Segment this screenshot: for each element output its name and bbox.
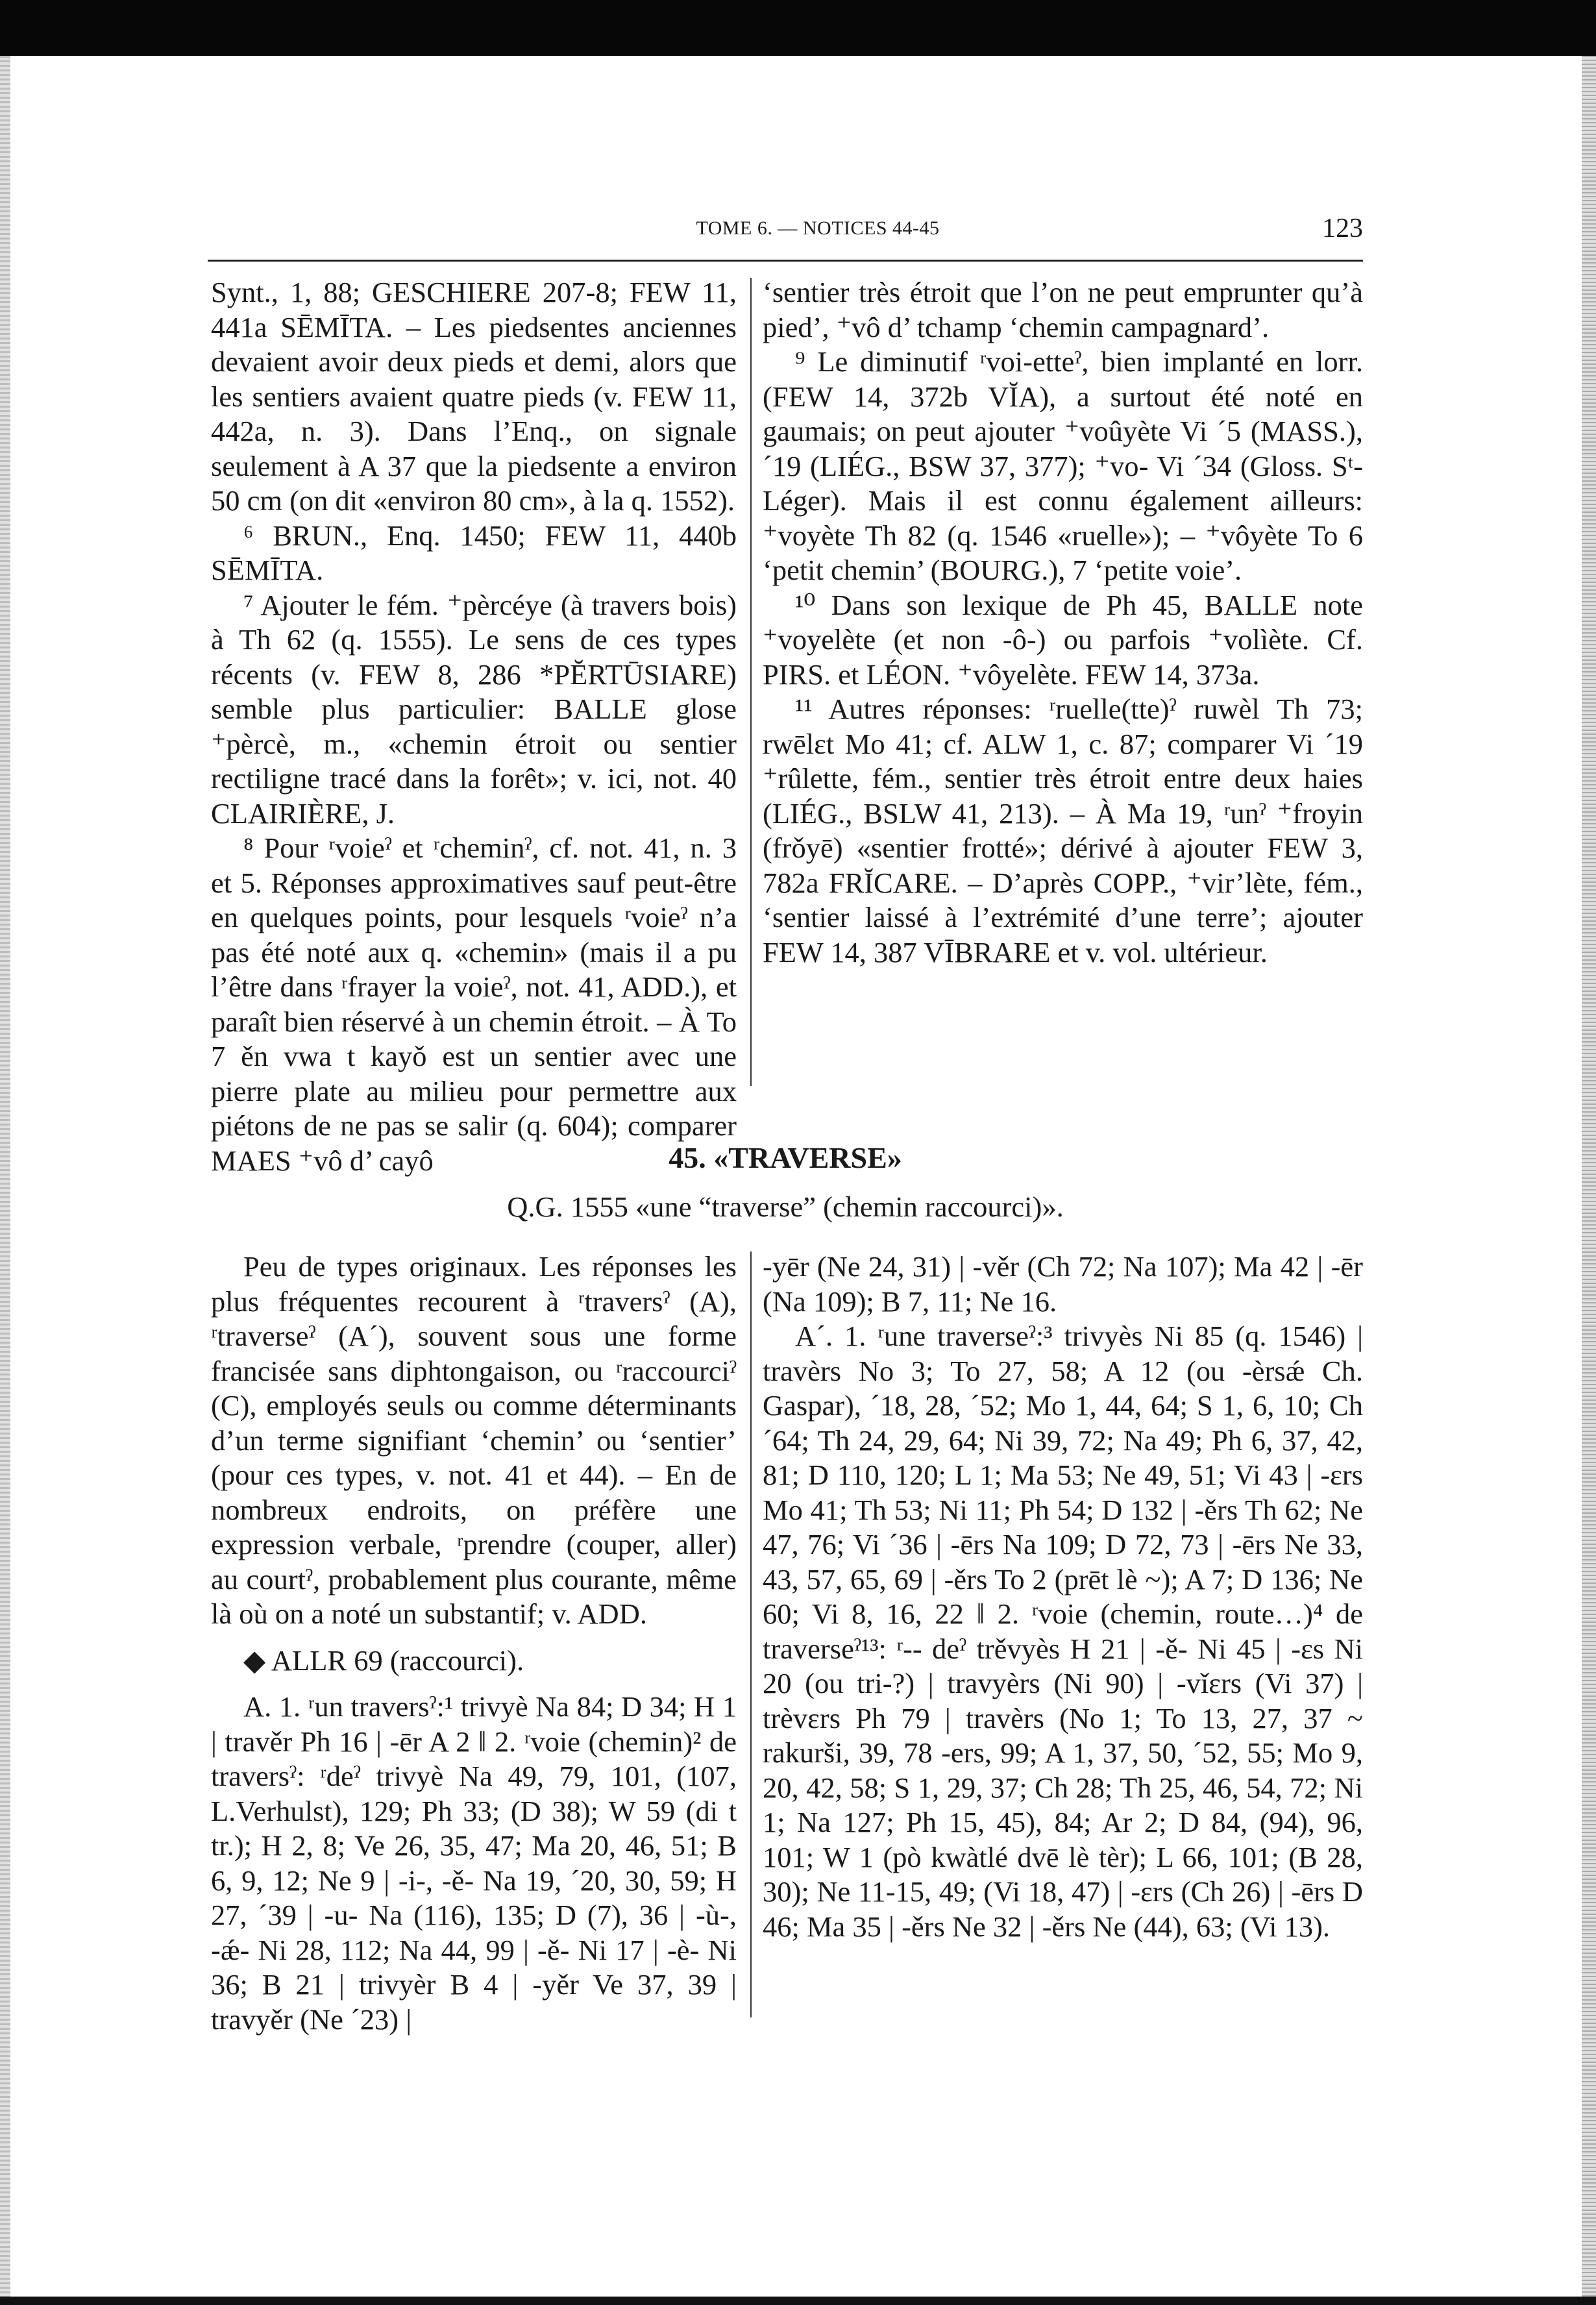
column-divider: [750, 278, 752, 1086]
page-number: 123: [1322, 214, 1363, 243]
type-a-continuation: -yēr (Ne 24, 31) | -věr (Ch 72; Na 107); Ma 42 | -ēr (Na 109); B 7, 11; Ne 16.: [763, 1250, 1363, 1318]
scanner-bottom-border: [0, 2297, 1596, 2305]
footnote-10: ¹⁰ Dans son lexique de Ph 45, BALLE note ⁺voyelète (et non -ô-) ou parfois ⁺volìète. Cf. PIRS. et LÉON. ⁺vôyelète. FEW 14, 373a.: [763, 588, 1363, 691]
footnote-8-continuation: ‘sentier très étroit que l’on ne peut emprunter qu’à pied’, ⁺vô d’ tchamp ‘chemin campagnard’.: [763, 276, 1363, 343]
footnote-8: ⁸ Pour ʳvoieˀ et ʳcheminˀ, cf. not. 41, n. 3 et 5. Réponses approximatives sauf peut-être en quelques points, pour lesquels ʳvoieˀ n’a pas été noté aux q. «chemin» (mais il a pu l’être dans ʳfrayer la voieˀ, not. 41, ADD.), et paraît bien réservé à un chemin étroit. – À To 7 ěn vwa t kayǒ est un sentier avec une pierre plate au milieu pour permettre aux piétons de ne pas se salir (q. 604); comparer MAES ⁺vô d’ cayô: [211, 832, 737, 1177]
allr-reference: ◆ ALLR 69 (raccourci).: [243, 1644, 524, 1677]
body-left-column: [211, 1250, 737, 2037]
column-divider: [750, 1251, 752, 2017]
body-right-column: [763, 1250, 1363, 1944]
type-a-paragraph: A. 1. ʳun traversˀ:¹ trivyè Na 84; D 34; H 1 | travěr Ph 16 | -ēr A 2 ‖ 2. ʳvoie (chemin)² de traversˀ: ʳdeˀ trivyè Na 49, 79, 101, (107, L.Verhulst), 129; Ph 33; (D 38); W 59 (di t tr.); H 2, 8; Ve 26, 35, 47; Ma 20, 46, 51; B 6, 9, 12; Ne 9 | -i-, -ě- Na 19, ´20, 30, 59; H 27, ´39 | -u- Na (116), 135; D (7), 36 | -ù-, -ǽ- Ni 28, 112; Na 44, 99 | -ě- Ni 17 | -è- Ni 36; B 21 | trivyèr B 4 | -yěr Ve 37, 39 | travyěr (Ne ´23) |: [211, 1690, 737, 2036]
footnotes-right-column: [763, 275, 1363, 970]
scanner-top-border: [0, 0, 1596, 56]
section-title: 45. «TRAVERSE»: [669, 1141, 902, 1174]
footnote-11: ¹¹ Autres réponses: ʳruelle(tte)ˀ ruwèl Th 73; rwēlɛt Mo 41; cf. ALW 1, c. 87; comparer Vi ´19 ⁺rûlette, fém., sentier très étroit entre deux haies (LIÉG., BSLW 41, 213). – À Ma 19, ʳunˀ ⁺froyin (frǒyē) «sentier frotté»; dérivé à ajouter FEW 3, 782a FRĬCARE. – D’après COPP., ⁺vir’lète, fém., ‘sentier laissé à l’extrémité d’une terre’; ajouter FEW 14, 387 VĪBRARE et v. vol. ultérieur.: [763, 693, 1363, 968]
footnote-6: ⁶ BRUN., Enq. 1450; FEW 11, 440b SĒMĪTA.: [211, 519, 737, 586]
footnote-continuation: Synt., 1, 88; GESCHIERE 207-8; FEW 11, 441a SĒMĪTA. – Les piedsentes anciennes devaient avoir deux pieds et demi, alors que les sentiers avaient quatre pieds (v. FEW 11, 442a, n. 3). Dans l’Enq., on signale seulement à A 37 que la piedsente a environ 50 cm (on dit «environ 80 cm», à la q. 1552).: [211, 276, 737, 517]
type-a-prime-paragraph: A´. 1. ʳune traverseˀ:³ trivyès Ni 85 (q. 1546) | travèrs No 3; To 27, 58; A 12 (ou -èrsǽ Ch. Gaspar), ´18, 28, ´52; Mo 1, 44, 64; S 1, 6, 10; Ch ´64; Th 24, 29, 64; Ni 39, 72; Na 49; Ph 6, 37, 42, 81; D 110, 120; L 1; Ma 53; Ne 49, 51; Vi 43 | -ɛrs Mo 41; Th 53; Ni 11; Ph 54; D 132 | -ěrs Th 62; Ne 47, 76; Vi ´36 | -ērs Na 109; D 72, 73 | -ērs Ne 33, 43, 57, 65, 69 | -ěrs To 2 (prēt lè ~); A 7; D 136; Ne 60; Vi 8, 16, 22 ‖ 2. ʳvoie (chemin, route…)⁴ de traverseˀ¹³: ʳ-- deˀ trěvyès H 21 | -ě- Ni 45 | -ɛs Ni 20 (ou tri-?) | travyèrs (Ni 90) | -vǐɛrs (Vi 37) | trèvɛrs Ph 79 | travèrs (No 1; To 13, 27, 37 ~ rakurši, 39, 78 -ers, 99; A 1, 37, 50, ´52, 55; Mo 9, 20, 42, 58; S 1, 29, 37; Ch 28; Th 25, 46, 54, 72; Ni 1; Na 127; Ph 15, 45), 84; Ar 2; D 84, (94), 96, 101; W 1 (pò kwàtlé dvē lè tèr); L 66, 101; (B 28, 30); Ne 11-15, 49; (Vi 18, 47) | -ɛrs (Ch 26) | -ērs D 46; Ma 35 | -ěrs Ne 32 | -ěrs Ne (44), 63; (Vi 13).: [763, 1320, 1363, 1943]
scanner-right-edge: [1582, 56, 1596, 2297]
intro-paragraph: Peu de types originaux. Les réponses les plus fréquentes recourent à ʳtraversˀ (A), ʳtraverseˀ (A´), souvent sous une forme francisée sans diphtongaison, ou ʳraccourciˀ (C), employés seuls ou comme déterminants d’un terme signifiant ‘chemin’ ou ‘sentier’ (pour ces types, v. not. 41 et 44). – En de nombreux endroits, on préfère une expression verbale, ʳprendre (couper, aller) au courtˀ, probablement plus courante, même là où on a noté un substantif; v. ADD.: [211, 1250, 737, 1630]
footnote-7: ⁷ Ajouter le fém. ⁺pèrcéye (à travers bois) à Th 62 (q. 1555). Le sens de ces types récents (v. FEW 8, 286 *PĔRTŪSIARE) semble plus particulier: BALLE glose ⁺pèrcè, m., «chemin étroit ou sentier rectiligne tracé dans la forêt»; v. ici, not. 40 CLAIRIÈRE, J.: [211, 588, 737, 830]
footnotes-left-column: [211, 275, 737, 1178]
running-head: TOME 6. — NOTICES 44-45: [696, 217, 940, 239]
header-rule: [208, 260, 1363, 262]
scanner-left-edge: [0, 56, 10, 2297]
section-question: Q.G. 1555 «une “traverse” (chemin raccourci)».: [507, 1190, 1064, 1223]
footnote-9: ⁹ Le diminutif ʳvoi-etteˀ, bien implanté en lorr. (FEW 14, 372b VĬA), a surtout été noté en gaumais; on peut ajouter ⁺voûyète Vi ´5 (MASS.), ´19 (LIÉG., BSW 37, 377); ⁺vo- Vi ´34 (Gloss. Sᵗ-Léger). Mais il est connu également ailleurs: ⁺voyète Th 82 (q. 1546 «ruelle»); – ⁺vôyète To 6 ‘petit chemin’ (BOURG.), 7 ‘petite voie’.: [763, 345, 1363, 586]
